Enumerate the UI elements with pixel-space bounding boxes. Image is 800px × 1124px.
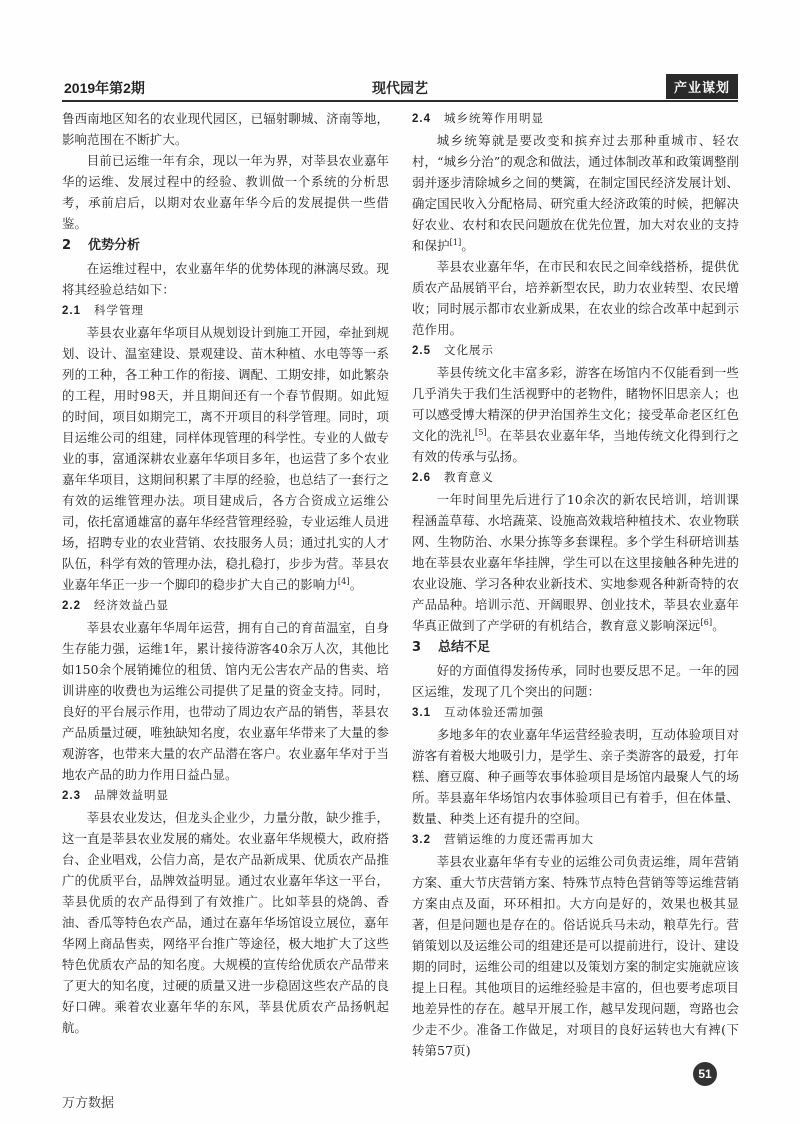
- left-column: [62, 108, 389, 1038]
- column-badge: 产业谋划: [666, 74, 738, 99]
- section-title: 优势分析: [88, 238, 141, 253]
- subsection-heading: [412, 829, 739, 851]
- subsection-number: 3.2: [412, 834, 431, 846]
- subsection-number: 3.1: [412, 707, 431, 719]
- paragraph: 在运维过程中，农业嘉年华的优势体现的淋漓尽致。现将其经验总结如下：: [62, 261, 389, 297]
- subsection-number: 2.5: [412, 345, 431, 357]
- paragraph: 多地多年的农业嘉年华运营经验表明，互动体验项目对游客有着极大地吸引力，是学生、亲子类游客的最爱，打年糕、磨豆腐、种子画等农事体验项目是场馆内最聚人气的场所。莘县嘉年华场馆内农事体验项目已有着手，但在体量、数量、种类上还有提升的空间。: [412, 727, 739, 826]
- paragraph: 城乡统筹就是要改变和摈弃过去那种重城市、轻农村，“城乡分治”的观念和做法，通过体制改革和政策调整削弱并逐步清除城乡之间的樊篱，在制定国民经济发展计划、确定国民收入分配格局、研究重大经济政策的时候，把解决好农业、农村和农民问题放在优先位置，加大对农业的支持和保护[1]。: [412, 133, 739, 253]
- issue-label: 2019年第2期: [64, 80, 145, 96]
- subsection-number: 2.6: [412, 472, 431, 484]
- paragraph: 莘县农业嘉年华，在市民和农民之间牵线搭桥，提供优质农产品展销平台，培养新型农民，助力农业转型、农民增收；同时展示都市农业新成果，在农业的综合改革中起到示范作用。: [412, 259, 739, 337]
- subsection-heading: [412, 108, 739, 130]
- section-number: 2: [62, 238, 72, 253]
- paragraph: 莘县传统文化丰富多彩，游客在场馆内不仅能看到一些几乎消失于我们生活视野中的老物件，睹物怀旧思亲人；也可以感受博大精深的伊尹治国养生文化；接受革命老区红色文化的洗礼[5]。在莘县农业嘉年华，当地传统文化得到行之有效的传承与弘扬。: [412, 365, 740, 464]
- citation: [4]: [337, 576, 350, 586]
- citation: [1]: [449, 237, 462, 247]
- subsection-heading: [412, 340, 739, 362]
- subsection-title: 科学管理: [94, 303, 144, 317]
- paragraph: 鲁西南地区知名的农业现代园区，已辐射聊城、济南等地，影响范围在不断扩大。: [62, 111, 389, 147]
- page-number: 51: [693, 1062, 717, 1086]
- subsection-heading: [62, 300, 389, 322]
- subsection-title: 营销运维的力度还需再加大: [444, 832, 594, 846]
- journal-name: 现代园艺: [372, 81, 428, 97]
- continued-note: (下转第57页): [412, 1022, 739, 1058]
- paragraph: 莘县农业嘉年华项目从规划设计到施工开园，牵扯到规划、设计、温室建设、景观建设、苗木种植、水电等等一系列的工种，各工种工作的衔接、调配、工期安排，如此繁杂的工程，用时98天，并且期间还有一个春节假期。如此短的时间，项目如期完工，离不开项目的科学管理。同时，项目运维公司的组建，同样体现管理的科学性。专业的人做专业的事，富通深耕农业嘉年华项目多年，也运营了多个农业嘉年华项目，这期间积累了丰厚的经验，也总结了一套行之有效的运维管理办法。项目建成后，各方合资成立运维公司，依托富通雄富的嘉年华经营管理经验，专业运维人员进场，招聘专业的农业营销、农技服务人员；通过扎实的人才队伍，科学有效的管理办法，稳扎稳打，步步为营。莘县农业嘉年华正一步一个脚印的稳步扩大自己的影响力[4]。: [62, 325, 389, 592]
- paragraph: 莘县农业嘉年华周年运营，拥有自己的育苗温室，自身生存能力强，运维1年，累计接待游客40余万人次，其他比如150余个展销摊位的租赁、馆内无公害农产品的售卖、培训讲座的收费也为运维公司提供了足量的资金支持。同时，良好的平台展示作用，也带动了周边农产品的销售，莘县农产品质量过硬，唯独缺知名度，农业嘉年华带来了大量的参观游客，也带来大量的农产品潜在客户。农业嘉年华对于当地农产品的助力作用日益凸显。: [62, 620, 389, 782]
- page-header: [62, 72, 738, 102]
- source-watermark: 万方数据: [62, 1096, 115, 1111]
- section-heading: [412, 637, 739, 659]
- right-column: [412, 108, 739, 1061]
- subsection-heading: [412, 467, 739, 489]
- subsection-heading: [412, 702, 739, 724]
- paragraph: 好的方面值得发扬传承，同时也要反思不足。一年的园区运维，发现了几个突出的问题：: [412, 663, 739, 699]
- paragraph: 一年时间里先后进行了10余次的新农民培训，培训课程涵盖草莓、水培蔬菜、设施高效栽培种植技术、农业物联网、生物防治、水果分拣等多套课程。多个学生科研培训基地在莘县农业嘉年华挂牌，学生可以在这里接触各种先进的农业设施、学习各种农业新技术、实地参观各种新奇特的农产品品种。培训示范、开阔眼界、创业技术，莘县农业嘉年华真正做到了产学研的有机结合，教育意义影响深远[6]。: [412, 492, 739, 633]
- subsection-title: 教育意义: [444, 470, 494, 484]
- subsection-title: 互动体验还需加强: [444, 705, 544, 719]
- section-number: 3: [412, 640, 422, 655]
- citation: [6]: [700, 617, 713, 627]
- paragraph: 莘县农业嘉年华有专业的运维公司负责运维，周年营销方案、重大节庆营销方案、特殊节点特色营销等等运维营销方案由点及面，环环相扣。大方向是好的，效果也极其显著，但是问题也是存在的。俗话说兵马未动，粮草先行。营销策划以及运维公司的组建还是可以提前进行，设计、建设期的同时，运维公司的组建以及策划方案的制定实施就应该提上日程。其他项目的运维经验是丰富的，但也要考虑项目地差异性的存在。越早开展工作，越早发现问题，弯路也会少走不少。准备工作做足，对项目的良好运转也大有裨(下转第57页): [412, 854, 739, 1058]
- subsection-number: 2.3: [62, 790, 81, 802]
- section-title: 总结不足: [438, 640, 491, 655]
- subsection-title: 经济效益凸显: [94, 598, 169, 612]
- subsection-number: 2.4: [412, 113, 431, 125]
- subsection-heading: [62, 785, 389, 807]
- subsection-heading: [62, 595, 389, 617]
- subsection-title: 文化展示: [444, 343, 494, 357]
- citation: [5]: [475, 427, 487, 437]
- subsection-number: 2.1: [62, 305, 81, 317]
- subsection-title: 城乡统筹作用明显: [444, 111, 544, 125]
- paragraph: 目前已运维一年有余，现以一年为界，对莘县农业嘉年华的运维、发展过程中的经验、教训做一个系统的分析思考，承前启后，以期对农业嘉年华今后的发展提供一些借鉴。: [62, 153, 389, 231]
- subsection-title: 品牌效益明显: [94, 788, 169, 802]
- section-heading: [62, 235, 389, 257]
- paragraph: 莘县农业发达，但龙头企业少，力量分散，缺少推手，这一直是莘县农业发展的痛处。农业嘉年华规模大，政府搭台、企业唱戏，公信力高，是农产品新成果、优质农产品推广的优质平台，品牌效益明显。通过农业嘉年华这一平台，莘县优质的农产品得到了有效推广。比如莘县的烧鸽、香油、香瓜等特色农产品，通过在嘉年华场馆设立展位，嘉年华网上商品售卖，网络平台推广等途径，极大地扩大了这些特色优质农产品的知名度。大规模的宣传给优质农产品带来了更大的知名度，过硬的质量又进一步稳固这些农产品的良好口碑。乘着农业嘉年华的东风，莘县优质农产品扬帆起航。: [62, 810, 389, 1035]
- subsection-number: 2.2: [62, 600, 81, 612]
